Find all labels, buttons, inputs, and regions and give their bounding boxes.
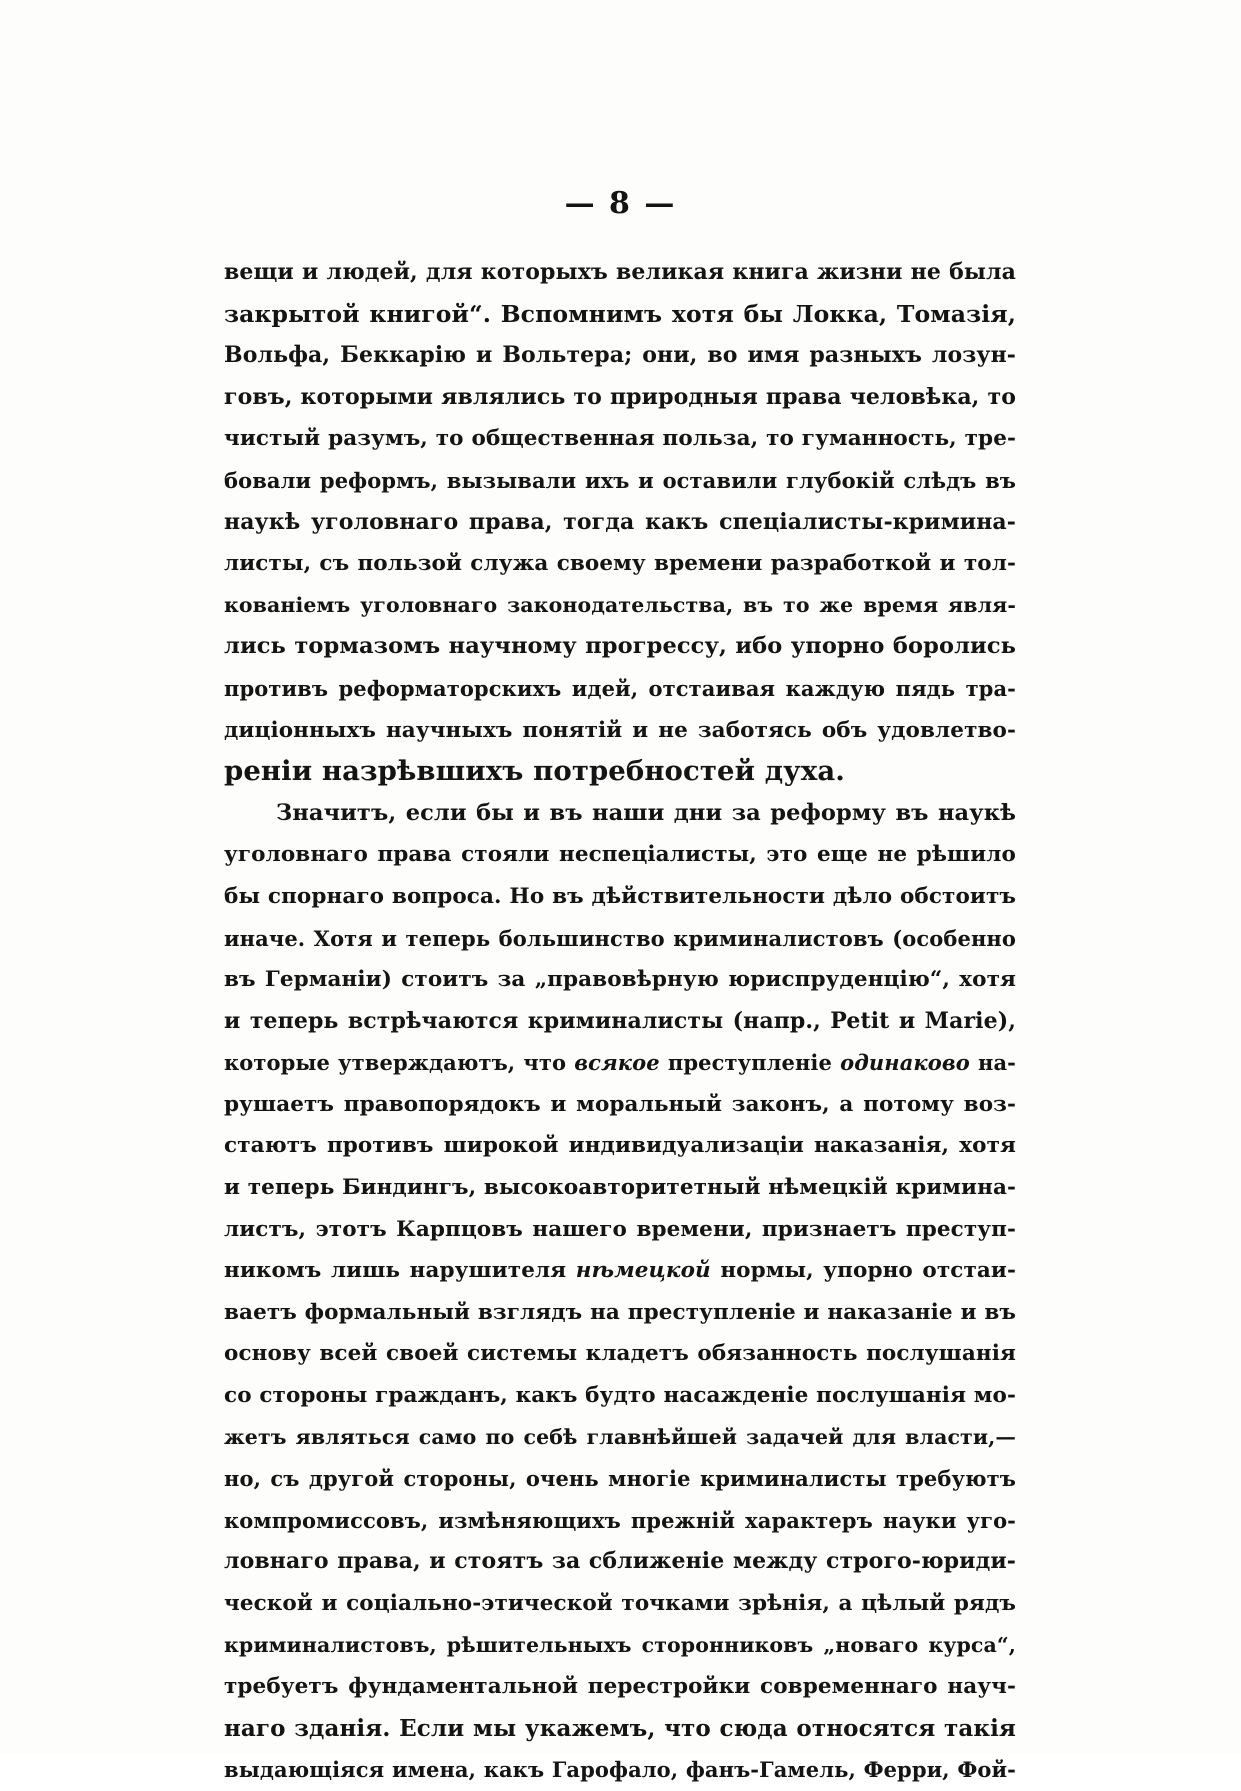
text-segment: никомъ лишь нарушителя [224, 1258, 576, 1284]
text-line [224, 502, 1016, 544]
text-segment: вещи и людей, для которыхъ великая книга жизни не была [224, 259, 1016, 285]
text-segment: нормы, упорно отстаи- [710, 1258, 1016, 1284]
text-segment: но, съ другой стороны, очень многіе криминалисты требуютъ [224, 1466, 1016, 1492]
text-segment: диціонныхъ научныхъ понятій и не заботясь объ удовлетво- [224, 717, 1016, 743]
text-segment: иначе. Хотя и теперь большинство криминалистовъ (особенно [224, 925, 1016, 951]
text-segment: жетъ являться само по себѣ главнѣйшей задачей для власти,— [224, 1424, 1016, 1449]
text-line [224, 1500, 1016, 1542]
text-segment: со стороны гражданъ, какъ будто насажденіе послушанія мо- [224, 1383, 1016, 1409]
text-segment: требуетъ фундаментальной перестройки современнаго науч- [224, 1674, 1016, 1700]
text-line [224, 1666, 1016, 1708]
text-segment: закрытой книгой“. Вспомнимъ хотя бы Локка, Томазія, [224, 299, 1016, 328]
text-segment: выдающіяся имена, какъ Гарофало, фанъ-Гамель, Ферри, Фой- [224, 1757, 1016, 1783]
text-segment: на- [969, 1050, 1016, 1076]
text-line [224, 1541, 1016, 1583]
text-line [224, 876, 1016, 918]
text-segment: чистый разумъ, то общественная польза, то гуманность, тре- [224, 426, 1016, 452]
text-segment: рушаетъ правопорядокъ и моральный законъ, а потому воз- [224, 1091, 1016, 1117]
text-line [224, 1625, 1016, 1667]
text-segment: кованіемъ уголовнаго законодательства, въ то же время явля- [224, 592, 1016, 617]
text-line [224, 1250, 1016, 1292]
text-line [224, 1292, 1016, 1334]
text-segment: говъ, которыми являлись то природныя права человѣка, то [224, 383, 1016, 410]
text-line [224, 834, 1016, 876]
body-text [224, 252, 1016, 1791]
text-line [224, 1125, 1016, 1167]
text-line [224, 1042, 1016, 1084]
text-line [224, 585, 1016, 627]
text-line [224, 1084, 1016, 1126]
text-segment: лись тормазомъ научному прогрессу, ибо упорно боролись [224, 633, 1016, 660]
text-segment: Значитъ, если бы и въ наши дни за реформу въ наукѣ [276, 799, 1016, 826]
text-segment: бы спорнаго вопроса. Но въ дѣйствительности дѣло обстоитъ [224, 883, 1016, 909]
text-line [224, 1583, 1016, 1625]
text-segment: наго зданія. Если мы укажемъ, что сюда относятся такія [224, 1714, 1016, 1742]
text-segment: листы, съ пользой служа своему времени разработкой и тол- [224, 551, 1016, 577]
text-line [224, 1167, 1016, 1209]
text-line [224, 1333, 1016, 1375]
text-segment: Вольфа, Беккарію и Вольтера; они, во имя разныхъ лозун- [224, 342, 1016, 369]
text-line [224, 377, 1016, 419]
text-segment: криминалистовъ, рѣшительныхъ сторонниковъ „новаго курса“, [224, 1632, 1016, 1657]
text-segment: листъ, этотъ Карпцовъ нашего времени, признаетъ преступ- [224, 1216, 1016, 1242]
emphasized-word: всякое [574, 1050, 660, 1076]
emphasized-word: нѣмецкой [575, 1258, 711, 1284]
text-segment: наукѣ уголовнаго права, тогда какъ спеціалисты-кримина- [224, 508, 1016, 535]
text-line [224, 626, 1016, 668]
text-segment: въ Германіи) стоитъ за „правовѣрную юриспруденцію“, хотя [224, 967, 1016, 993]
text-line [224, 460, 1016, 502]
text-line [224, 294, 1016, 336]
text-line [224, 543, 1016, 585]
text-line [224, 959, 1016, 1001]
text-line [224, 335, 1016, 377]
text-line [224, 1209, 1016, 1251]
text-segment: ческой и соціально-этической точками зрѣнія, а цѣлый рядъ [224, 1591, 1016, 1616]
text-segment: преступленіе [659, 1050, 841, 1076]
text-segment: реніи назрѣвшихъ потребностей духа. [224, 755, 845, 788]
text-segment: уголовнаго права стояли неспеціалисты, это еще не рѣшило [224, 842, 1016, 868]
text-segment: стаютъ противъ широкой индивидуализаціи наказанія, хотя [224, 1133, 1016, 1159]
text-segment: которые утверждаютъ, что [224, 1050, 575, 1076]
text-line [224, 1708, 1016, 1750]
text-line [224, 918, 1016, 960]
text-segment: компромиссовъ, измѣняющихъ прежній характеръ науки уго- [224, 1507, 1016, 1533]
text-line [224, 668, 1016, 710]
text-segment: и теперь встрѣчаются криминалисты (напр., Petit и Marie), [224, 1007, 1016, 1034]
text-line [224, 1749, 1016, 1791]
page-number: — 8 — [564, 186, 677, 221]
text-segment: противъ реформаторскихъ идей, отстаивая каждую пядь тра- [224, 675, 1016, 701]
text-segment: бовали реформъ, вызывали ихъ и оставили глубокій слѣдъ въ [224, 467, 1016, 493]
text-line [224, 1375, 1016, 1417]
text-line [224, 1417, 1016, 1459]
text-line [224, 751, 1016, 793]
text-line [224, 710, 1016, 752]
text-segment: основу всей своей системы кладетъ обязанность послушанія [224, 1341, 1016, 1367]
text-line [224, 252, 1016, 294]
text-line [224, 418, 1016, 460]
text-line [224, 1458, 1016, 1500]
text-line [224, 1001, 1016, 1043]
text-line [224, 793, 1016, 835]
text-segment: ваетъ формальный взглядъ на преступленіе и наказаніе и въ [224, 1299, 1016, 1325]
emphasized-word: одинаково [840, 1050, 970, 1076]
text-segment: ловнаго права, и стоятъ за сближеніе между строго-юриди- [224, 1548, 1016, 1575]
text-segment: и теперь Биндингъ, высокоавторитетный нѣмецкій кримина- [224, 1175, 1016, 1201]
